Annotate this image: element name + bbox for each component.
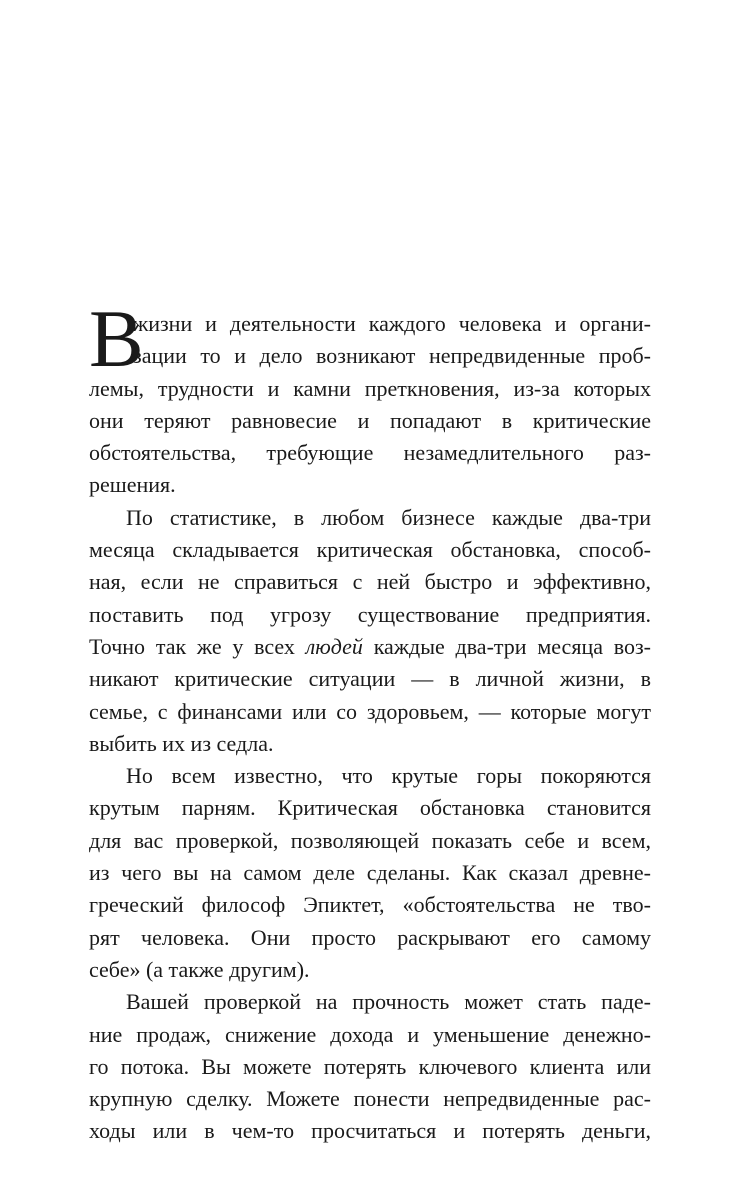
text-line: ная, если не справиться с ней быстро и эффективно,: [89, 569, 651, 595]
drop-cap: В: [89, 293, 144, 384]
text-line: рят человека. Они просто раскрывают его самому: [89, 924, 651, 950]
text-line: месяца складывается критическая обстановка, способ-: [89, 537, 651, 563]
text-line: они теряют равновесие и попадают в критические: [89, 407, 651, 433]
body-text: [89, 293, 651, 1148]
text-line: из чего вы на самом деле сделаны. Как сказал древне-: [89, 860, 651, 886]
text-line: По статистике, в любом бизнесе каждые два-три: [126, 504, 651, 530]
text-line: Вашей проверкой на прочность может стать паде-: [126, 989, 651, 1015]
text-line: Но всем известно, что крутые горы покоряются: [126, 763, 651, 789]
text-line: лемы, трудности и камни преткновения, из-за которых: [89, 375, 651, 401]
text-line: выбить их из седла.: [89, 730, 274, 756]
text-line: греческий философ Эпиктет, «обстоятельства не тво-: [89, 892, 651, 918]
text-line: никают критические ситуации — в личной жизни, в: [89, 666, 651, 692]
text-line: жизни и деятельности каждого человека и органи-: [133, 311, 651, 336]
text-line: для вас проверкой, позволяющей показать себе и всем,: [89, 827, 651, 853]
text-line: обстоятельства, требующие незамедлительного раз-: [89, 440, 651, 466]
text-line: ние продаж, снижение дохода и уменьшение денежно-: [89, 1021, 651, 1047]
text-line: решения.: [89, 472, 176, 498]
text-line: го потока. Вы можете потерять ключевого клиента или: [89, 1053, 651, 1079]
text-line: крутым парням. Критическая обстановка становится: [89, 795, 651, 821]
text-line: крупную сделку. Можете понести непредвиденные рас-: [89, 1086, 651, 1112]
text-line: зации то и дело возникают непредвиденные проб-: [133, 343, 651, 369]
text-line: семье, с финансами или со здоровьем, — которые могут: [89, 698, 651, 724]
text-line: себе» (а также другим).: [89, 956, 310, 982]
text-line: ходы или в чем-то просчитаться и потерять деньги,: [89, 1118, 651, 1144]
text-line: поставить под угрозу существование предприятия.: [89, 601, 651, 627]
text-line: Точно так же у всех людей каждые два-три месяца воз-: [89, 633, 651, 659]
emphasis: людей: [305, 633, 363, 659]
